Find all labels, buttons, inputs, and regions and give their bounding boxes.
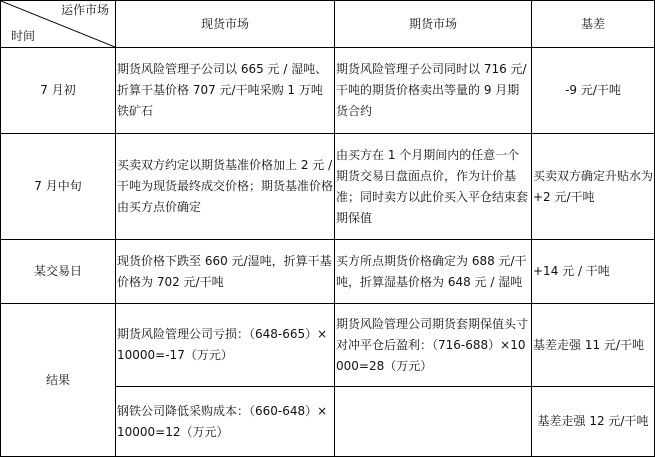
header-row	[1, 1, 655, 48]
time-cell: 7 月中旬	[1, 134, 116, 240]
basis-text: 买卖双方确定升贴水为+2 元/干吨	[533, 168, 654, 204]
basis-cell	[532, 304, 655, 387]
spot-text: 期货风险管理公司亏损：（648-665）×10000=-17（万元）	[117, 327, 328, 362]
basis-text: +14 元 / 干吨	[533, 264, 610, 278]
spot-text: 钢铁公司降低采购成本：（660-648）×10000=12（万元）	[117, 403, 328, 439]
futures-text: 由买方在 1 个月期间内的任意一个期货交易日盘面点价，作为计价基准；同时卖方以此价买入平仓结束套期保值	[336, 147, 529, 225]
futures-cell	[335, 134, 532, 240]
spot-cell	[116, 387, 335, 457]
header-spot-market: 现货市场	[116, 1, 335, 48]
table-row	[1, 48, 655, 134]
basis-cell	[532, 240, 655, 304]
spot-cell	[116, 48, 335, 134]
time-cell: 结果	[1, 304, 116, 457]
spot-text: 现货价格下跌至 660 元/湿吨，折算干基价格为 702 元/干吨	[117, 253, 332, 289]
basis-text: 基差走强 11 元/干吨	[533, 337, 644, 352]
header-basis: 基差	[532, 1, 655, 48]
basis-cell	[532, 387, 655, 457]
spot-text: 期货风险管理子公司以 665 元 / 湿吨、折算干基价格 707 元/干吨采购 1 万吨铁矿石	[117, 62, 328, 118]
basis-cell: -9 元/干吨	[532, 48, 655, 134]
basis-text: 基差走强 12 元/干吨	[537, 414, 649, 428]
basis-cell	[532, 134, 655, 240]
futures-text: 期货风险管理公司期货套期保值头寸对冲平仓后盈利：（716-688）×10000=28（万元）	[336, 316, 529, 373]
futures-cell	[335, 48, 532, 134]
table-row	[1, 134, 655, 240]
corner-header-cell	[1, 1, 116, 48]
time-cell: 某交易日	[1, 240, 116, 304]
futures-text: 买方所点期货价格确定为 688 元/干吨，折算湿基价格为 648 元 / 湿吨	[336, 253, 527, 289]
spot-cell	[116, 304, 335, 387]
futures-text: 期货风险管理子公司同时以 716 元/干吨的期货价格卖出等量的 9 月期货合约	[336, 62, 527, 118]
spot-cell	[116, 134, 335, 240]
table-row	[1, 240, 655, 304]
corner-label-market: 运作市场	[60, 3, 109, 17]
table-row	[1, 304, 655, 387]
spot-text: 买卖双方约定以期货基准价格加上 2 元 / 干吨为现货最终成交价格；期货基准价格由买方点价确定	[117, 158, 334, 214]
header-futures-market: 期货市场	[335, 1, 532, 48]
futures-cell	[335, 387, 532, 457]
corner-label-time: 时间	[11, 29, 36, 43]
time-cell: 7 月初	[1, 48, 116, 134]
spot-cell	[116, 240, 335, 304]
futures-cell	[335, 304, 532, 387]
futures-cell	[335, 240, 532, 304]
